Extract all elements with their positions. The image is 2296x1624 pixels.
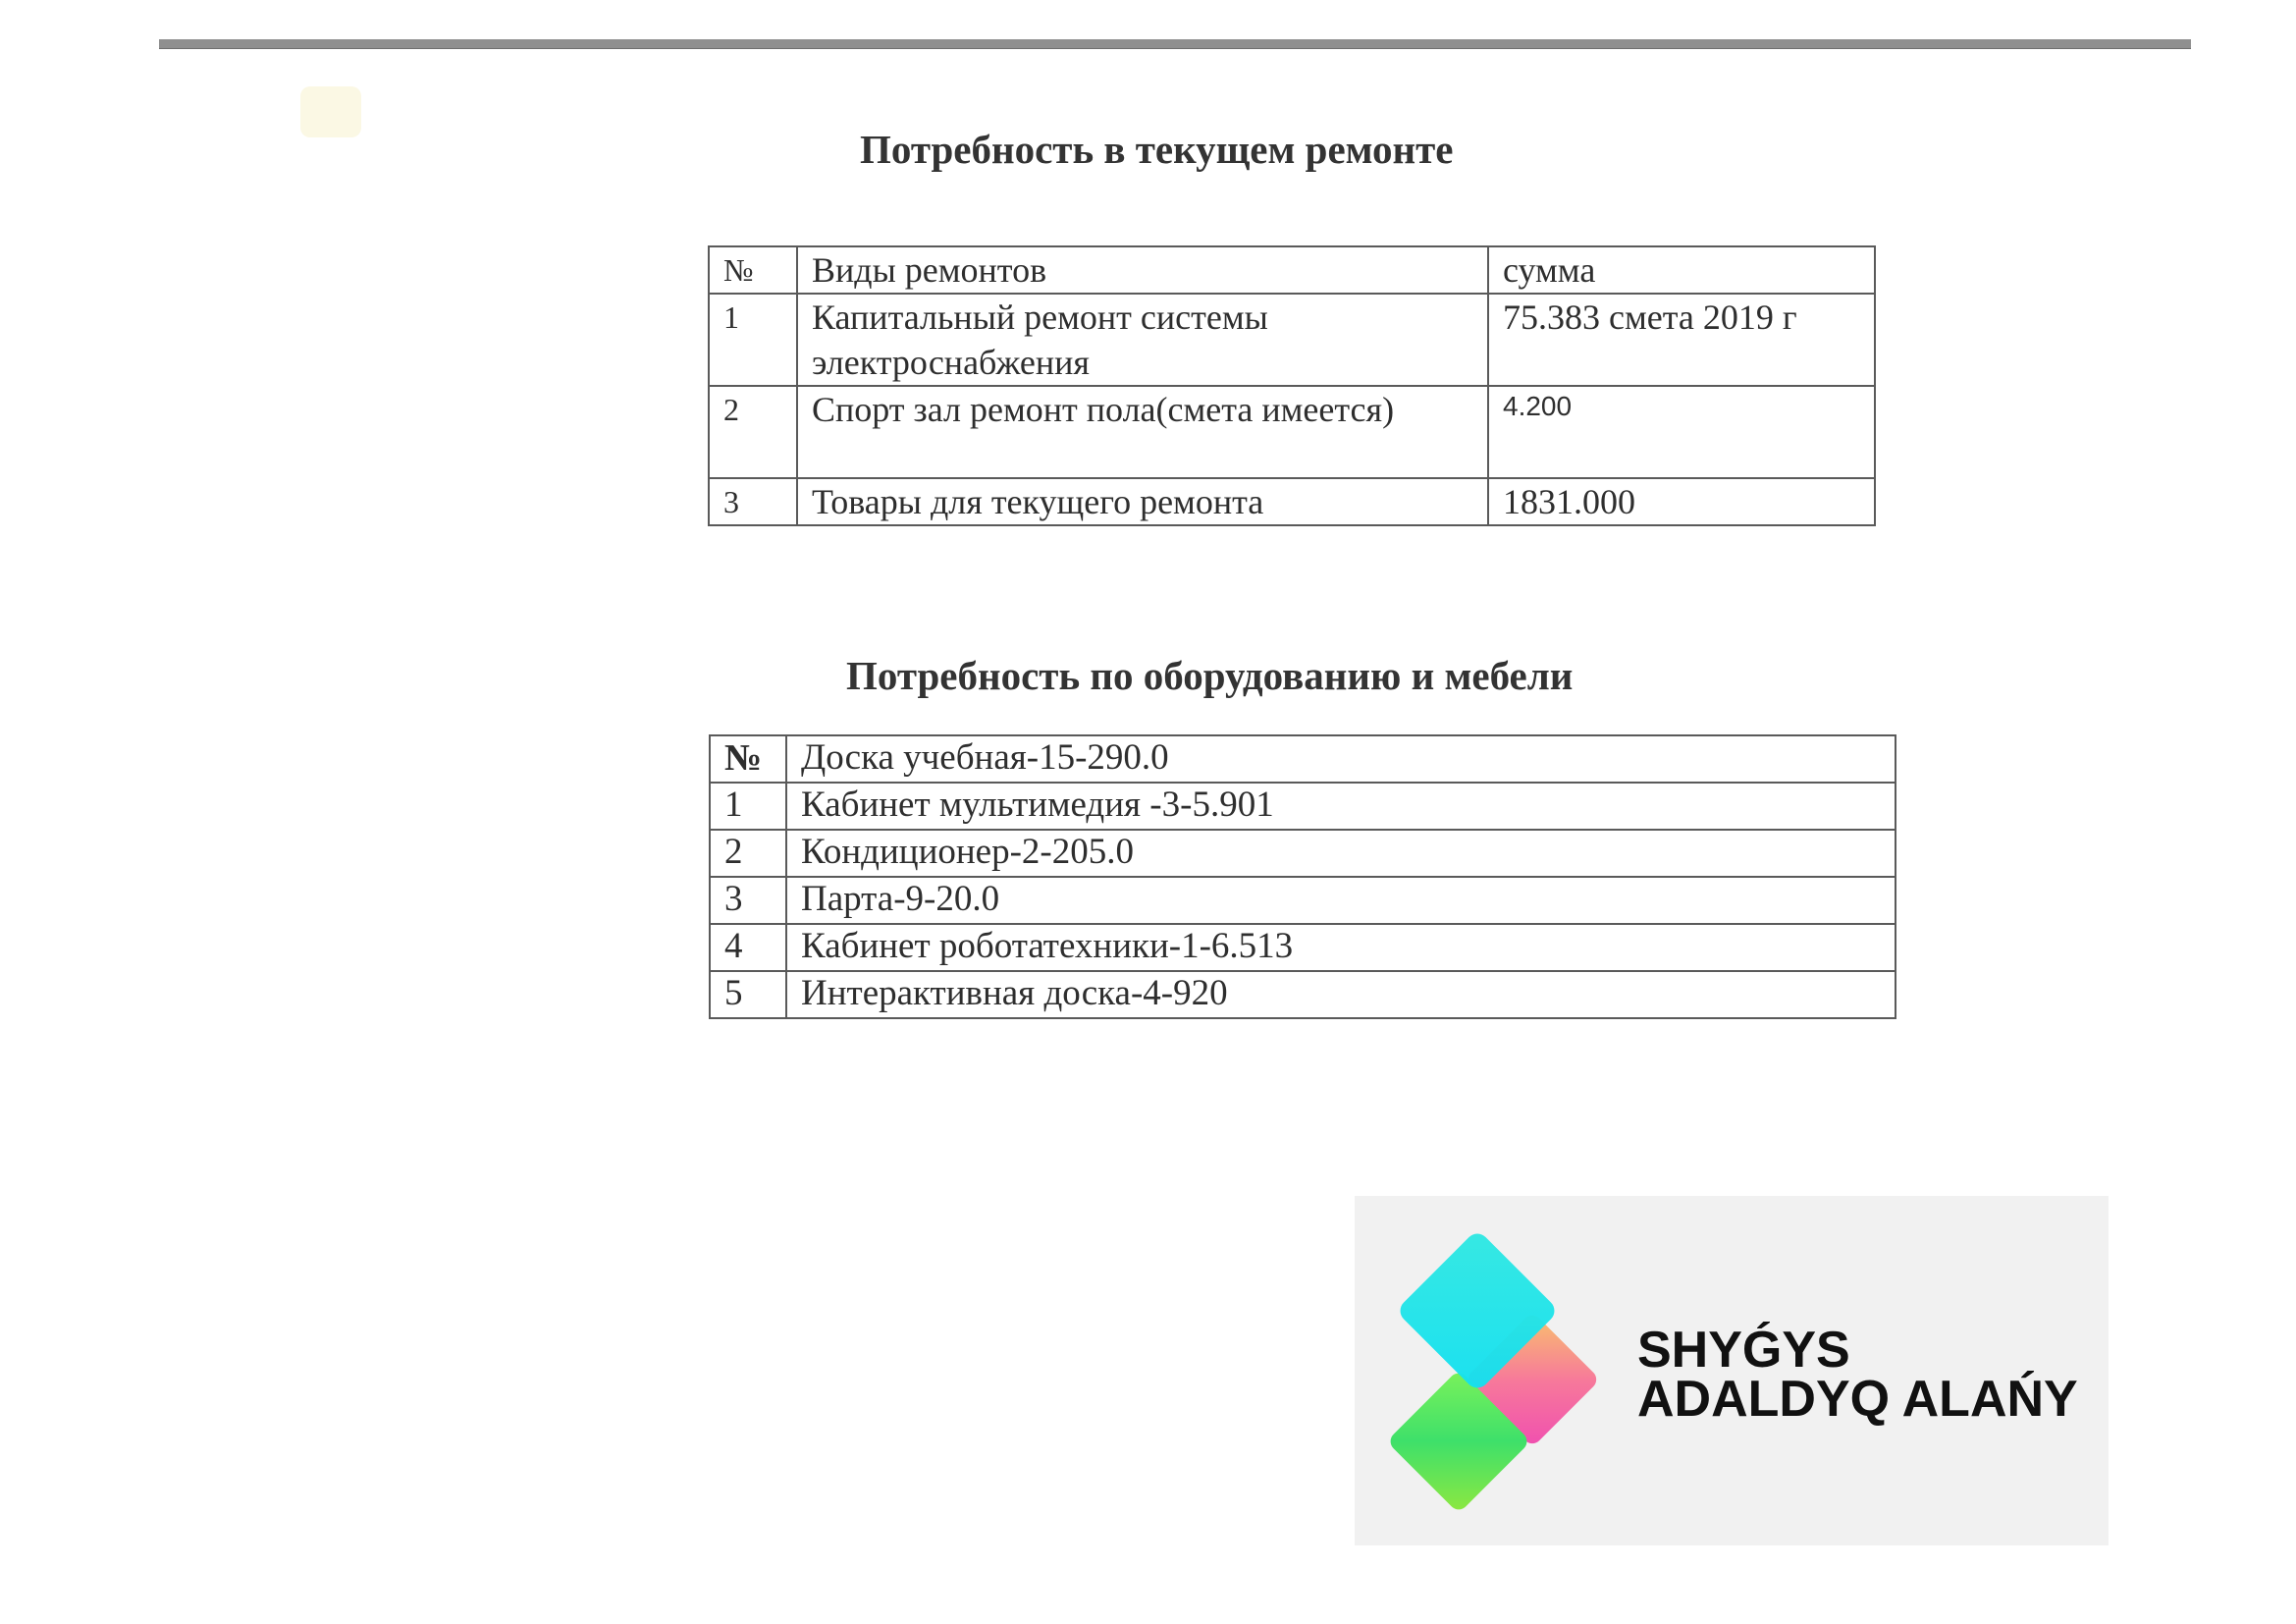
repair-type-cell: Товары для текущего ремонта bbox=[797, 478, 1488, 525]
equipment-section-title: Потребность по оборудованию и мебели bbox=[846, 653, 1574, 698]
table-row bbox=[710, 877, 1896, 924]
row-number: 1 bbox=[710, 783, 786, 830]
diamond-logo-icon bbox=[1382, 1225, 1608, 1520]
header-number: № bbox=[709, 246, 797, 294]
table-row bbox=[710, 783, 1896, 830]
logo-wordmark bbox=[1637, 1322, 2078, 1428]
equipment-item-cell: Кондиционер-2-205.0 bbox=[786, 830, 1896, 877]
sum-cell: 4.200 bbox=[1488, 386, 1875, 478]
row-number: 1 bbox=[709, 294, 797, 386]
header-sum: сумма bbox=[1488, 246, 1875, 294]
logo-banner bbox=[1355, 1196, 2109, 1545]
repair-table bbox=[708, 245, 1876, 526]
table-row bbox=[709, 478, 1875, 525]
sum-cell: 75.383 смета 2019 г bbox=[1488, 294, 1875, 386]
table-row bbox=[710, 830, 1896, 877]
repair-type-cell: Капитальный ремонт системы электроснабжения bbox=[797, 294, 1488, 386]
repair-type-cell: Спорт зал ремонт пола(смета имеется) bbox=[797, 386, 1488, 478]
equipment-table bbox=[709, 734, 1896, 1019]
equipment-item-cell: Интерактивная доска-4-920 bbox=[786, 971, 1896, 1018]
table-row bbox=[709, 294, 1875, 386]
table-row bbox=[710, 924, 1896, 971]
row-number: 4 bbox=[710, 924, 786, 971]
header-item: Доска учебная-15-290.0 bbox=[786, 735, 1896, 783]
row-number: 3 bbox=[710, 877, 786, 924]
row-number: 5 bbox=[710, 971, 786, 1018]
repair-section-title: Потребность в текущем ремонте bbox=[860, 127, 1454, 172]
row-number: 2 bbox=[709, 386, 797, 478]
scan-stain bbox=[300, 86, 361, 137]
equipment-item-cell: Кабинет мультимедия -3-5.901 bbox=[786, 783, 1896, 830]
table-header-row bbox=[710, 735, 1896, 783]
sum-cell: 1831.000 bbox=[1488, 478, 1875, 525]
equipment-item-cell: Кабинет роботатехники-1-6.513 bbox=[786, 924, 1896, 971]
table-header-row bbox=[709, 246, 1875, 294]
table-row bbox=[710, 971, 1896, 1018]
table-row bbox=[709, 386, 1875, 478]
top-rule bbox=[159, 39, 2191, 49]
row-number: 3 bbox=[709, 478, 797, 525]
logo-line-2: ADALDYQ ALAŃY bbox=[1637, 1371, 2078, 1428]
equipment-item-cell: Парта-9-20.0 bbox=[786, 877, 1896, 924]
header-repair-type: Виды ремонтов bbox=[797, 246, 1488, 294]
row-number: 2 bbox=[710, 830, 786, 877]
logo-line-1: SHYǴYS bbox=[1637, 1322, 1850, 1379]
header-number: № bbox=[710, 735, 786, 783]
